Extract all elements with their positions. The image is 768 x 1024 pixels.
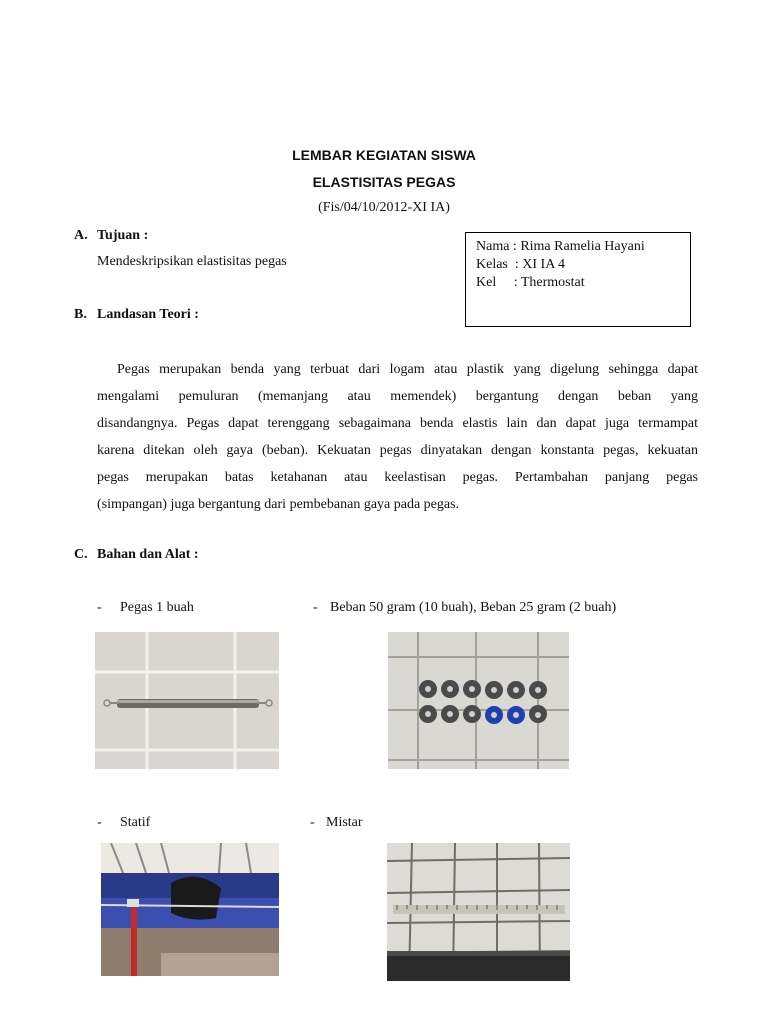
- doc-title: LEMBAR KEGIATAN SISWA: [292, 147, 476, 163]
- section-b-label: B.: [74, 307, 87, 322]
- item-ruler: Mistar: [326, 815, 363, 830]
- weights-photo: [388, 632, 569, 769]
- section-c-label: C.: [74, 547, 88, 562]
- info-class: Kelas : XI IA 4: [476, 257, 566, 272]
- ruler-photo: [387, 843, 570, 981]
- info-group: Kel : Thermostat: [476, 275, 585, 290]
- spring-photo: [95, 632, 279, 769]
- theory-paragraph: [97, 356, 698, 518]
- item-weights: Beban 50 gram (10 buah), Beban 25 gram (2 buah): [330, 600, 617, 615]
- section-a-label: A.: [74, 228, 88, 243]
- theory-line: mengalami pemuluran (memanjang atau memendek) bergantung dengan beban yang: [97, 389, 698, 404]
- stand-photo: [101, 843, 279, 976]
- item-dash: -: [97, 600, 102, 615]
- item-dash: -: [313, 600, 318, 615]
- info-name: Nama : Rima Ramelia Hayani: [476, 239, 645, 254]
- section-b-title: Landasan Teori :: [97, 307, 199, 322]
- section-c-title: Bahan dan Alat :: [97, 547, 199, 562]
- item-dash: -: [97, 815, 102, 830]
- student-info-box: [465, 232, 691, 327]
- item-spring: Pegas 1 buah: [120, 600, 194, 615]
- theory-line: (simpangan) juga bergantung dari pembebanan gaya pada pegas.: [97, 497, 460, 512]
- theory-line: Pegas merupakan benda yang terbuat dari logam atau plastik yang digelung sehingga dapat: [117, 362, 698, 377]
- item-stand: Statif: [120, 815, 151, 830]
- theory-line: karena ditekan oleh gaya (beban). Kekuatan pegas dinyatakan dengan konstanta pegas, kekuatan: [97, 443, 698, 458]
- doc-code: (Fis/04/10/2012-XI IA): [318, 200, 450, 215]
- section-a-title: Tujuan :: [97, 228, 149, 243]
- theory-line: pegas merupakan batas ketahanan atau keelastisan pegas. Pertambahan panjang pegas: [97, 470, 698, 485]
- theory-line: disandangnya. Pegas dapat terenggang sebagaimana benda elastis lain dan dapat juga termampat: [97, 416, 698, 431]
- section-a-text: Mendeskripsikan elastisitas pegas: [97, 254, 287, 269]
- doc-subtitle: ELASTISITAS PEGAS: [312, 174, 456, 190]
- item-dash: -: [310, 815, 315, 830]
